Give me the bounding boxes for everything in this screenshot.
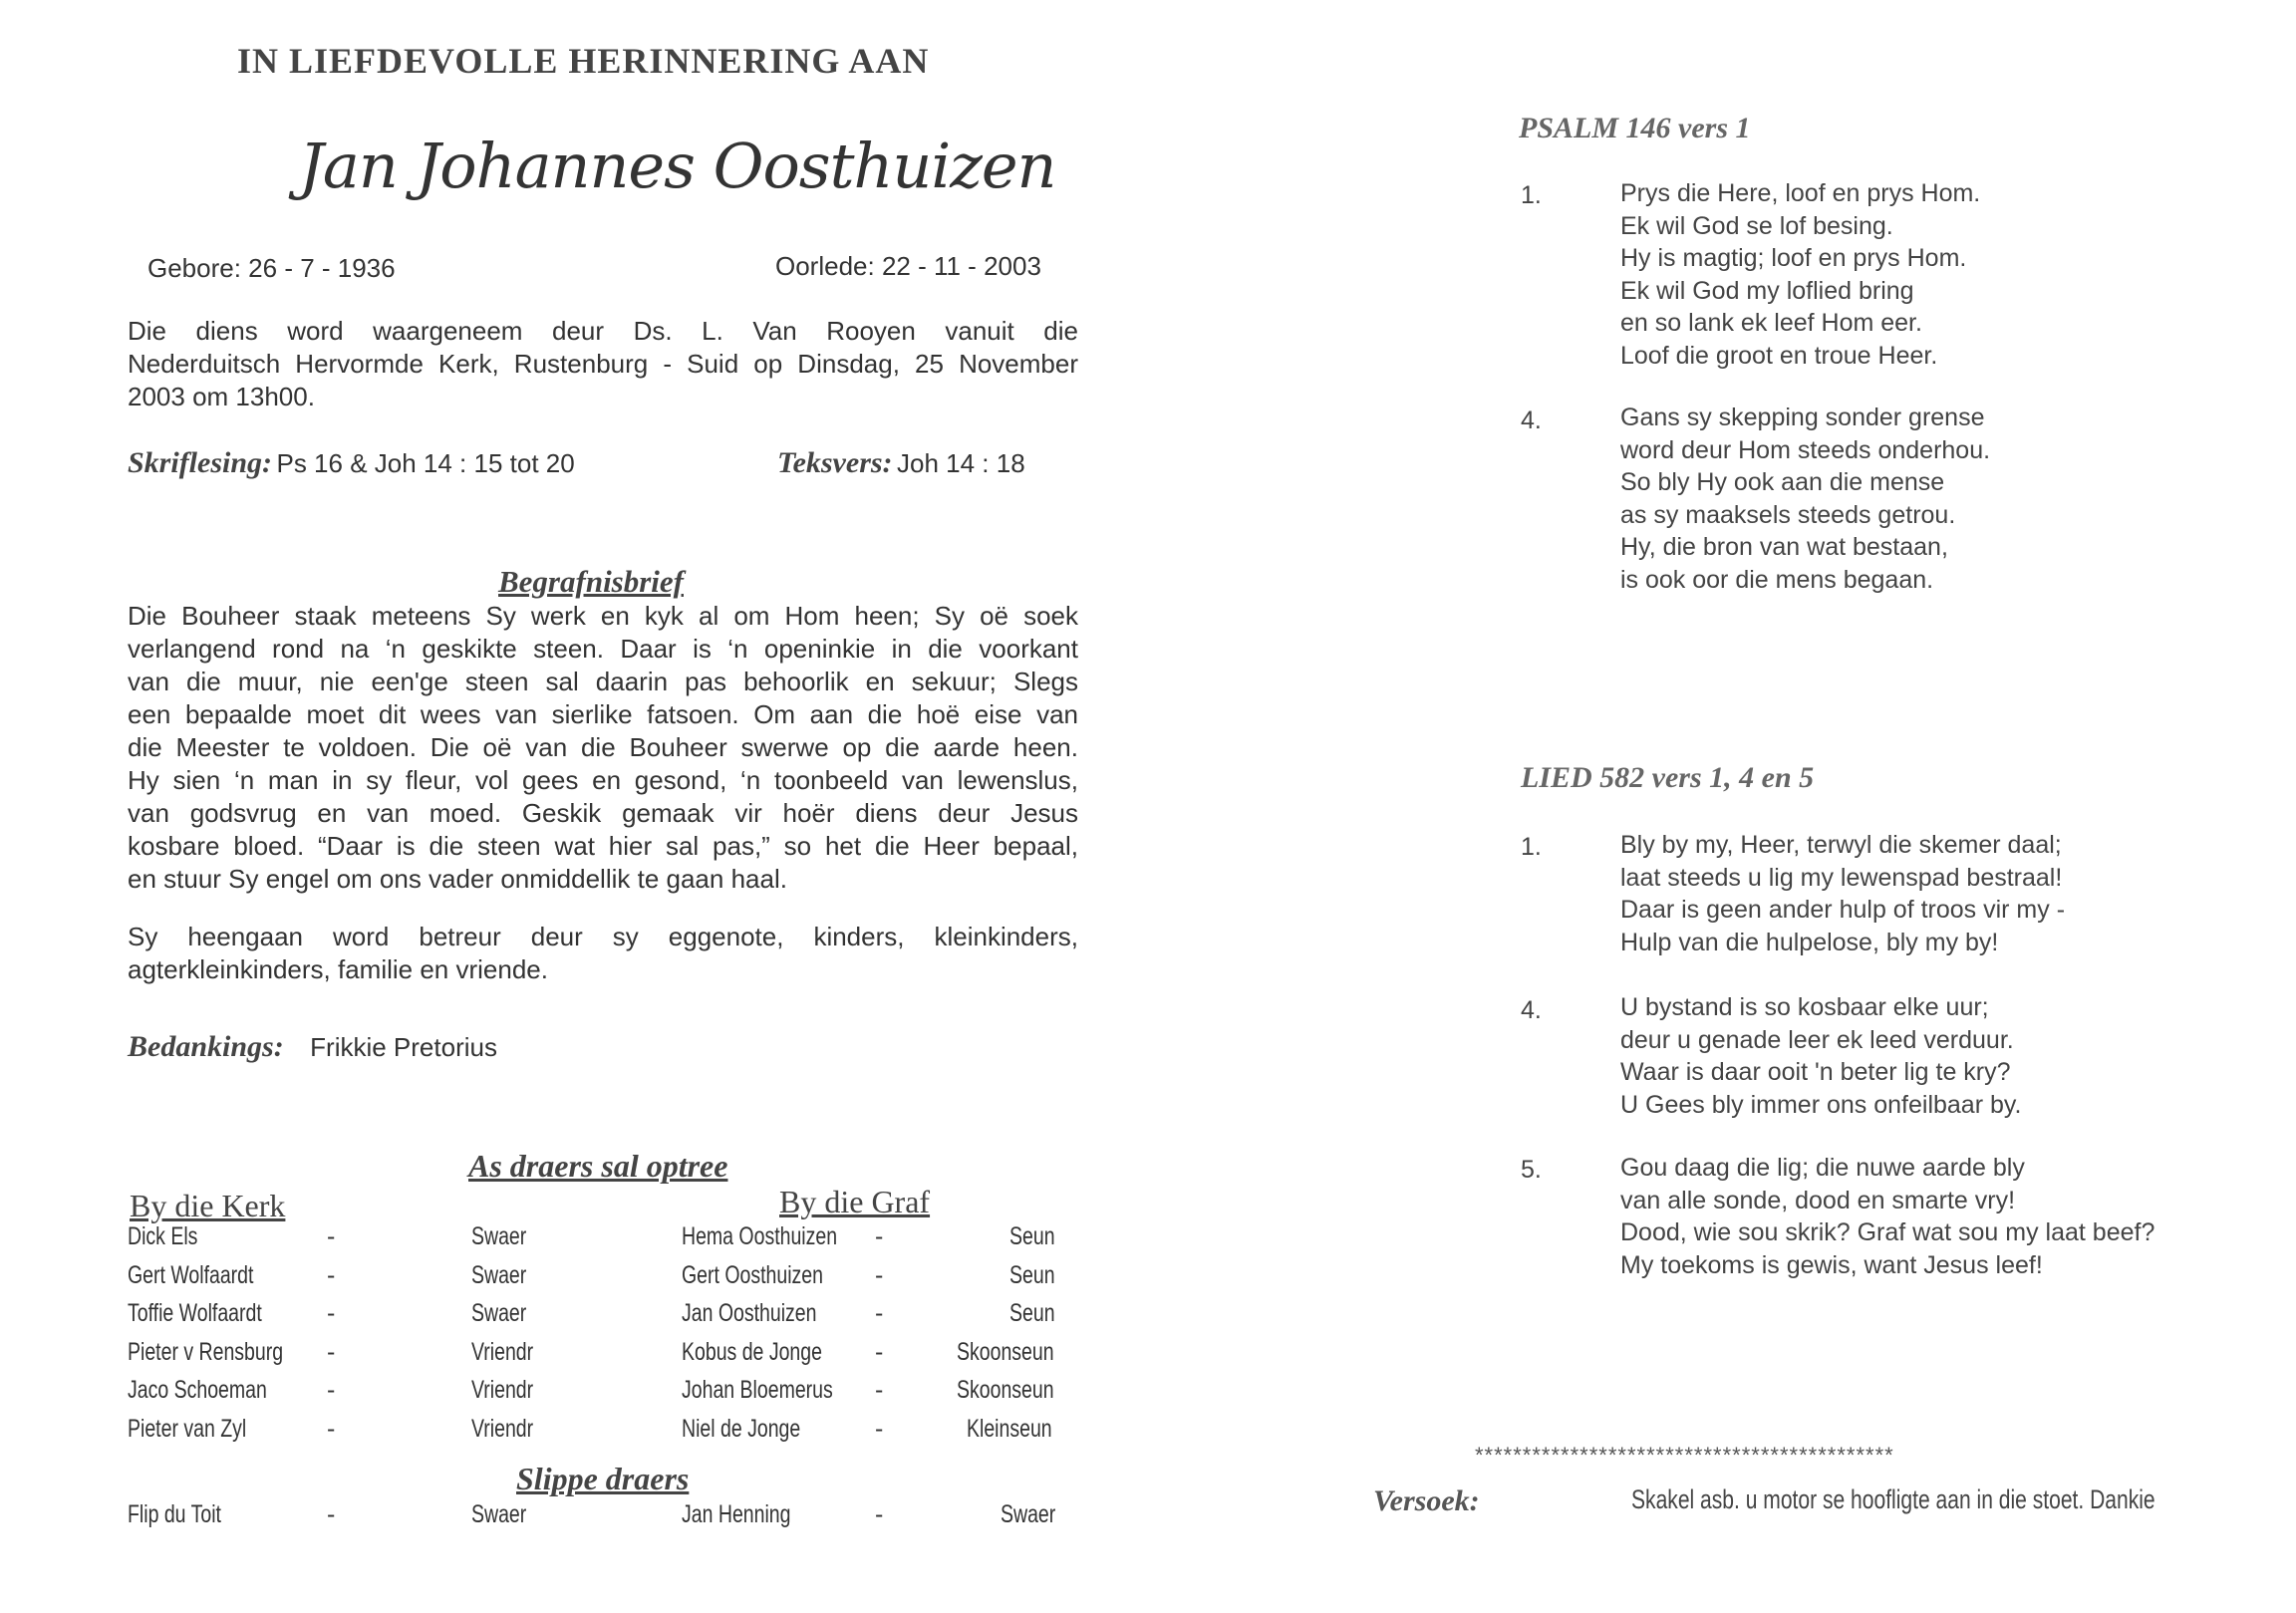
church-heading: By die Kerk <box>130 1188 286 1223</box>
letter-line: Hy sien ‘n man in sy fleur, vol gees en gesond, ‘n toonbeeld van lewenslus, <box>128 765 1078 795</box>
separator: - <box>875 1500 884 1528</box>
separator: - <box>875 1337 884 1366</box>
separator: - <box>327 1260 336 1289</box>
verse-line: laat steeds u lig my lewenspad bestraal! <box>1620 863 2063 892</box>
verse-line: Hy is magtig; loof en prys Hom. <box>1620 244 1967 272</box>
verse-line: en so lank ek leef Hom eer. <box>1620 309 1922 337</box>
bearer-relation: Swaer <box>471 1500 527 1528</box>
psalm-heading: PSALM 146 vers 1 <box>1519 112 1751 144</box>
verse-line: Ek wil God se lof besing. <box>1620 211 1893 240</box>
bearer-name: Toffie Wolfaardt <box>128 1299 262 1328</box>
bearer-name: Gert Oosthuizen <box>682 1260 823 1289</box>
service-line: Nederduitsch Hervormde Kerk, Rustenburg - Suid op Dinsdag, 25 November <box>128 349 1078 379</box>
survivors <box>128 921 1078 986</box>
funeral-letter <box>128 600 1078 896</box>
bearer-name: Jan Henning <box>682 1500 791 1528</box>
hymn-heading: LIED 582 vers 1, 4 en 5 <box>1521 761 1815 794</box>
verse-number: 1. <box>1521 181 1542 209</box>
bearer-relation: Seun <box>1009 1299 1055 1328</box>
separator: - <box>327 1337 336 1366</box>
deceased-name: Jan Johannes Oosthuizen <box>299 130 1056 202</box>
bearer-row <box>128 1261 1064 1300</box>
letter-line: kosbare bloed. “Daar is die steen wat hier sal pas,” so het die Heer bepaal, <box>128 831 1078 861</box>
verse-line: Dood, wie sou skrik? Graf wat sou my laat beef? <box>1620 1218 2155 1246</box>
bearer-relation: Seun <box>1009 1260 1055 1289</box>
separator: - <box>875 1222 884 1250</box>
divider-stars: ******************************************** <box>1475 1443 1894 1468</box>
bearer-name: Jaco Schoeman <box>128 1376 267 1405</box>
grave-heading: By die Graf <box>779 1184 931 1219</box>
bearer-row <box>128 1415 1064 1454</box>
text-verse-label: Teksvers: <box>777 446 893 479</box>
bearer-relation: Skoonseun <box>957 1337 1054 1366</box>
verse-number: 4. <box>1521 996 1542 1024</box>
bearer-name: Dick Els <box>128 1222 198 1250</box>
bearers-heading: As draers sal optree <box>468 1148 728 1184</box>
thanks <box>128 1030 497 1064</box>
separator: - <box>875 1299 884 1328</box>
psalm-verse <box>1620 177 1980 372</box>
bearer-name: Gert Wolfaardt <box>128 1260 254 1289</box>
verse-line: Ek wil God my loflied bring <box>1620 276 1914 305</box>
survivor-line: agterkleinkinders, familie en vriende. <box>128 954 548 984</box>
bearer-name: Hema Oosthuizen <box>682 1222 838 1250</box>
bearer-relation: Skoonseun <box>957 1376 1054 1405</box>
letter-heading: Begrafnisbrief <box>498 564 684 599</box>
hymn-verse <box>1620 1152 2154 1281</box>
letter-line: Die Bouheer staak meteens Sy werk en kyk al om Hom heen; Sy oë soek <box>128 601 1078 631</box>
separator: - <box>327 1414 336 1443</box>
text-verse-value: Joh 14 : 18 <box>897 448 1025 478</box>
verse-line: Daar is geen ander hulp of troos vir my - <box>1620 896 2066 924</box>
hymn-verse <box>1620 991 2021 1121</box>
reading-value: Ps 16 & Joh 14 : 15 tot 20 <box>276 448 575 478</box>
bearer-relation: Swaer <box>471 1299 527 1328</box>
request-text: Skakel asb. u motor se hoofligte aan in die stoet. Dankie <box>1631 1484 2155 1514</box>
bearer-relation: Kleinseun <box>967 1414 1052 1443</box>
bearer-row <box>128 1500 1064 1539</box>
pall-bearers-heading: Slippe draers <box>516 1461 690 1496</box>
bearer-relation: Swaer <box>1001 1500 1056 1528</box>
separator: - <box>327 1500 336 1528</box>
bearer-row <box>128 1299 1064 1338</box>
text-verse <box>777 446 1025 480</box>
verse-line: word deur Hom steeds onderhou. <box>1620 435 1991 464</box>
verse-line: Hulp van die hulpelose, bly my by! <box>1620 928 1999 956</box>
reading-label: Skriflesing: <box>128 446 273 479</box>
bearer-relation: Vriendr <box>471 1337 534 1366</box>
death-date: Oorlede: 22 - 11 - 2003 <box>775 251 1041 281</box>
letter-line: een bepaalde moet dit wees van sierlike fatsoen. Om aan die hoë eise van <box>128 699 1078 729</box>
letter-line: van die muur, nie een'ge steen sal daarin pas behoorlik en sekuur; Slegs <box>128 667 1078 696</box>
verse-line: van alle sonde, dood en smarte vry! <box>1620 1186 2016 1214</box>
verse-line: U Gees bly immer ons onfeilbaar by. <box>1620 1090 2022 1119</box>
scripture-reading <box>128 446 575 480</box>
bearers-table <box>128 1222 1064 1454</box>
request-label: Versoek: <box>1373 1484 1480 1517</box>
letter-line: van godsvrug en van moed. Geskik gemaak vir hoër diens deur Jesus <box>128 798 1078 828</box>
verse-line: Gou daag die lig; die nuwe aarde bly <box>1620 1154 2025 1182</box>
bearer-relation: Vriendr <box>471 1414 534 1443</box>
bearer-row <box>128 1222 1064 1261</box>
verse-number: 5. <box>1521 1156 1542 1184</box>
bearer-relation: Seun <box>1009 1222 1055 1250</box>
verse-line: Hy, die bron van wat bestaan, <box>1620 533 1948 561</box>
pall-bearers <box>128 1500 1064 1539</box>
service-info <box>128 315 1078 413</box>
request-value <box>1631 1484 2296 1515</box>
thanks-label: Bedankings: <box>128 1030 284 1063</box>
bearer-name: Pieter v Rensburg <box>128 1337 284 1366</box>
bearer-relation: Swaer <box>471 1260 527 1289</box>
verse-line: is ook oor die mens begaan. <box>1620 565 1934 594</box>
psalm-verse <box>1620 402 1990 596</box>
bearer-relation: Vriendr <box>471 1376 534 1405</box>
verse-line: as sy maaksels steeds getrou. <box>1620 500 1956 529</box>
bearer-name: Niel de Jonge <box>682 1414 801 1443</box>
verse-line: Loof die groot en troue Heer. <box>1620 341 1938 370</box>
bearer-row <box>128 1338 1064 1377</box>
verse-line: Gans sy skepping sonder grense <box>1620 403 1985 431</box>
verse-line: So bly Hy ook aan die mense <box>1620 468 1945 496</box>
bearer-name: Flip du Toit <box>128 1500 221 1528</box>
bearer-row <box>128 1376 1064 1415</box>
bearer-name: Pieter van Zyl <box>128 1414 247 1443</box>
verse-line: deur u genade leer ek leed verduur. <box>1620 1025 2014 1054</box>
separator: - <box>875 1260 884 1289</box>
verse-number: 4. <box>1521 406 1542 434</box>
letter-line: en stuur Sy engel om ons vader onmiddellik te gaan haal. <box>128 864 787 894</box>
verse-line: Waar is daar ooit 'n beter lig te kry? <box>1620 1058 2011 1086</box>
bearer-name: Kobus de Jonge <box>682 1337 822 1366</box>
bearer-relation: Swaer <box>471 1222 527 1250</box>
survivor-line: Sy heengaan word betreur deur sy eggenote, kinders, kleinkinders, <box>128 922 1078 951</box>
separator: - <box>875 1376 884 1405</box>
separator: - <box>327 1299 336 1328</box>
letter-line: verlangend rond na ‘n geskikte steen. Daar is ‘n openinkie in die voorkant <box>128 634 1078 664</box>
separator: - <box>327 1376 336 1405</box>
hymn-verse <box>1620 829 2065 958</box>
right-page <box>1148 0 2296 1613</box>
bearer-name: Jan Oosthuizen <box>682 1299 817 1328</box>
service-line: 2003 om 13h00. <box>128 382 315 411</box>
verse-line: U bystand is so kosbaar elke uur; <box>1620 993 1989 1021</box>
service-line: Die diens word waargeneem deur Ds. L. Van Rooyen vanuit die <box>128 316 1078 346</box>
verse-line: My toekoms is gewis, want Jesus leef! <box>1620 1250 2043 1279</box>
verse-line: Bly by my, Heer, terwyl die skemer daal; <box>1620 831 2062 859</box>
verse-number: 1. <box>1521 833 1542 861</box>
memorial-heading: IN LIEFDEVOLLE HERINNERING AAN <box>237 41 930 81</box>
verse-line: Prys die Here, loof en prys Hom. <box>1620 179 1981 207</box>
letter-line: die Meester te voldoen. Die oë van die Bouheer swerwe op die aarde heen. <box>128 732 1078 762</box>
birth-date: Gebore: 26 - 7 - 1936 <box>147 253 396 283</box>
thanks-value: Frikkie Pretorius <box>310 1032 497 1062</box>
bearer-name: Johan Bloemerus <box>682 1376 833 1405</box>
separator: - <box>875 1414 884 1443</box>
separator: - <box>327 1222 336 1250</box>
